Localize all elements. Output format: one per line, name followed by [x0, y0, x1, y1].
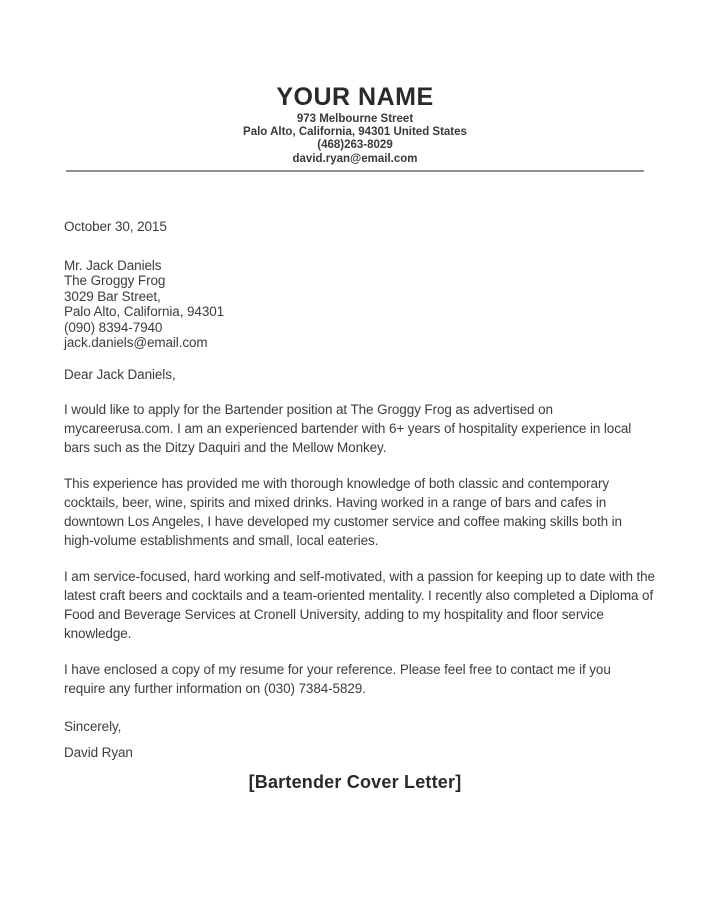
- body-paragraph: This experience has provided me with thorough knowledge of both classic and contemporary cocktails, beer, wine, spirits and mixed drinks. Having worked in a range of bars and cafes in downtown Los Angeles, I have developed my customer service and coffee making skills both in high-volume establishments and small, local eateries.: [64, 475, 622, 548]
- footer-caption: [Bartender Cover Letter]: [248, 771, 462, 792]
- header-divider: [66, 170, 644, 172]
- salutation: Dear Jack Daniels,: [64, 366, 176, 382]
- recipient-company-line: The Groggy Frog: [64, 273, 166, 289]
- sender-name-heading: YOUR NAME: [276, 83, 434, 111]
- recipient-phone-line: (090) 8394-7940: [64, 319, 163, 335]
- recipient-street-line: 3029 Bar Street,: [64, 288, 161, 304]
- body-paragraph: I have enclosed a copy of my resume for your reference. Please feel free to contact me if you require any further information on (030) 7384-5829.: [64, 661, 611, 696]
- body-paragraph: I am service-focused, hard working and self-motivated, with a passion for keeping up to date with the latest craft beers and cocktails and a team-oriented mentality. I recently also completed a Diploma of Food and Beverage Services at Cronell University, adding to my hospitality and floor service knowledge.: [64, 568, 655, 641]
- letterhead: [0, 0, 710, 172]
- sender-address-block: [0, 113, 710, 166]
- recipient-block: [64, 258, 655, 351]
- page-footer: [0, 771, 710, 793]
- letter-body: [0, 219, 710, 766]
- closing-phrase: Sincerely,: [64, 718, 122, 734]
- recipient-name-line: Mr. Jack Daniels: [64, 257, 162, 273]
- sender-email-line: david.ryan@email.com: [292, 152, 418, 165]
- recipient-email-line: jack.daniels@email.com: [64, 335, 208, 351]
- letter-date: October 30, 2015: [64, 218, 167, 234]
- sender-city-line: Palo Alto, California, 94301 United States: [243, 126, 467, 139]
- sender-phone-line: (468)263-8029: [317, 139, 393, 152]
- signature-name: David Ryan: [64, 744, 133, 760]
- body-paragraph: I would like to apply for the Bartender position at The Groggy Frog as advertised on mycareerusa.com. I am an experienced bartender with 6+ years of hospitality experience in local bars such as the Ditzy Daquiri and the Mellow Monkey.: [64, 401, 632, 455]
- recipient-city-line: Palo Alto, California, 94301: [64, 304, 225, 320]
- sender-street-line: 973 Melbourne Street: [296, 113, 414, 125]
